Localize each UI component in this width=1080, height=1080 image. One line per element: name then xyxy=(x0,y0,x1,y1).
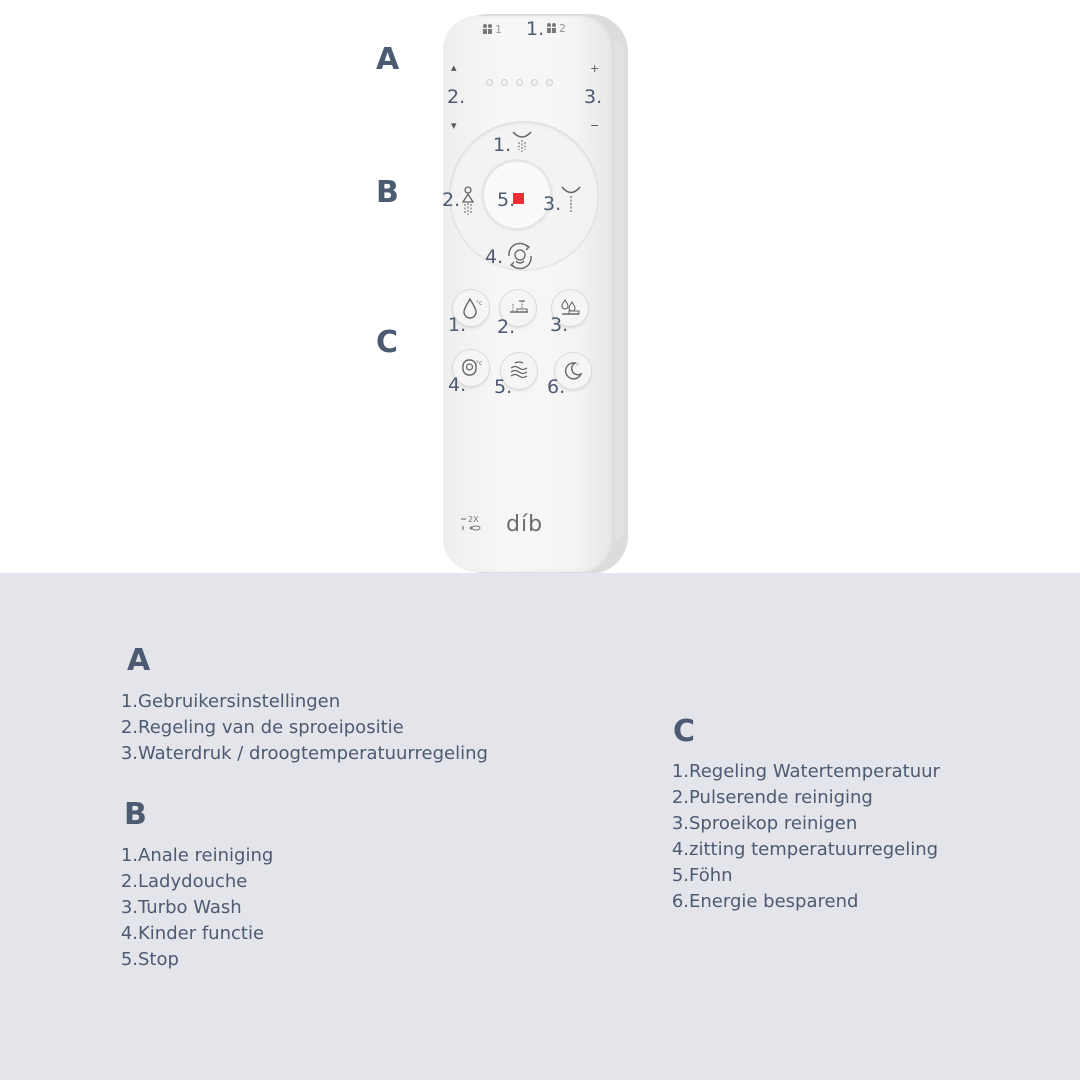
legend-letter-b: B xyxy=(124,797,147,832)
section-letter-c: C xyxy=(376,325,399,360)
level-indicator-dot xyxy=(486,79,493,86)
list-item: 3.Waterdruk / droogtemperatuurregeling xyxy=(120,743,488,764)
legend-panel xyxy=(0,573,1080,1080)
list-item: 6.Energie besparend xyxy=(671,891,859,912)
kids-function-icon[interactable] xyxy=(504,240,536,277)
legend-letter-a: A xyxy=(127,643,151,678)
user-1-number: 1 xyxy=(495,23,502,36)
position-down-arrow[interactable]: ▾ xyxy=(451,119,457,132)
section-letter-a: A xyxy=(376,42,400,77)
annotation-c6: 6. xyxy=(547,376,566,398)
annotation-b2: 2. xyxy=(442,189,461,211)
pressure-minus[interactable]: − xyxy=(590,119,600,132)
list-item: 4.Kinder functie xyxy=(120,923,265,944)
list-item: 2.Pulserende reiniging xyxy=(671,787,873,808)
rear-wash-icon[interactable] xyxy=(509,128,535,159)
svg-text:°c: °c xyxy=(476,300,483,307)
lady-wash-icon[interactable] xyxy=(460,186,476,221)
annotation-b1: 1. xyxy=(493,134,512,156)
level-indicator-dot xyxy=(501,79,508,86)
list-item: 4.zitting temperatuurregeling xyxy=(671,839,939,860)
brand-logo: díb xyxy=(506,512,544,537)
turbo-wash-icon[interactable] xyxy=(560,184,582,219)
annotation-b5: 5. xyxy=(497,189,516,211)
list-item: 3.Sproeikop reinigen xyxy=(671,813,858,834)
list-item: 5.Stop xyxy=(120,949,179,970)
list-item: 5.Föhn xyxy=(671,865,733,886)
annotation-b3: 3. xyxy=(543,193,562,215)
pairing-hint-label: 2X xyxy=(468,515,479,524)
list-item: 1.Anale reiniging xyxy=(120,845,274,866)
annotation-c5: 5. xyxy=(494,376,513,398)
legend-list-b xyxy=(120,843,273,973)
legend-list-c xyxy=(671,759,940,915)
list-item: 1.Gebruikersinstellingen xyxy=(120,691,341,712)
annotation-c2: 2. xyxy=(497,316,516,338)
list-item: 3.Turbo Wash xyxy=(120,897,242,918)
level-indicator-dot xyxy=(531,79,538,86)
list-item: 1.Regeling Watertemperatuur xyxy=(671,761,940,782)
legend-letter-c: C xyxy=(673,714,696,749)
position-up-arrow[interactable]: ▴ xyxy=(451,61,457,74)
annotation-c1: 1. xyxy=(448,314,467,336)
legend-list-a xyxy=(120,689,488,767)
annotation-a1: 1. xyxy=(526,18,545,40)
level-indicator-dot xyxy=(516,79,523,86)
user-2-number: 2 xyxy=(559,22,566,35)
pressure-plus[interactable]: + xyxy=(590,62,600,75)
list-item: 2.Regeling van de sproeipositie xyxy=(120,717,404,738)
svg-text:°c: °c xyxy=(476,360,483,367)
annotation-c3: 3. xyxy=(550,314,569,336)
level-indicator-dot xyxy=(546,79,553,86)
annotation-b4: 4. xyxy=(485,246,504,268)
annotation-a2: 2. xyxy=(447,86,466,108)
section-letter-b: B xyxy=(376,175,399,210)
annotation-a3: 3. xyxy=(584,86,603,108)
annotation-c4: 4. xyxy=(448,374,467,396)
svg-text:°: ° xyxy=(576,363,579,370)
list-item: 2.Ladydouche xyxy=(120,871,248,892)
